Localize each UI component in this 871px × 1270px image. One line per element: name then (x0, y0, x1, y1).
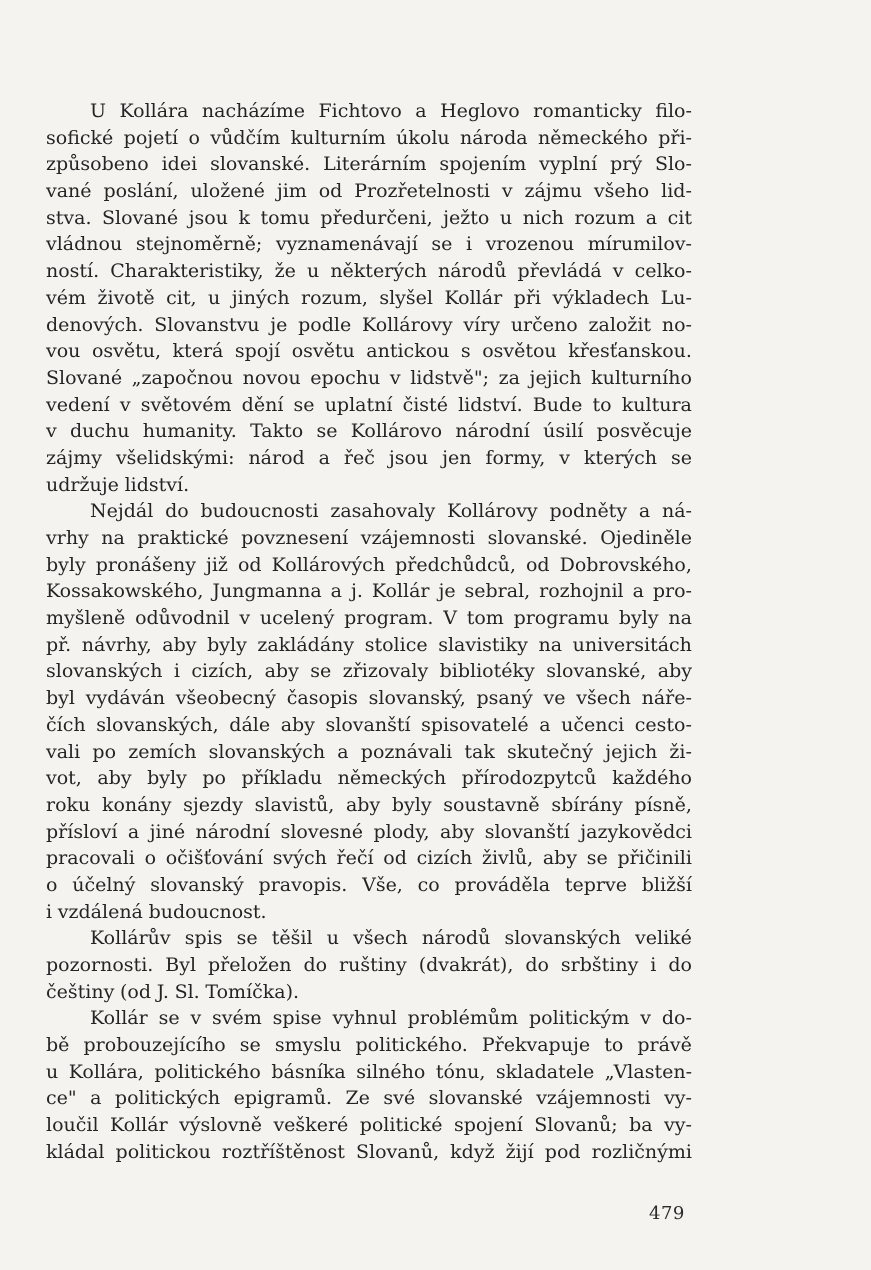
text-line: způsobeno idei slovanské. Literárním spojením vyplní prý Slo- (46, 153, 692, 176)
text-line: byly pronášeny již od Kollárových předchůdců, od Dobrovského, (46, 553, 692, 576)
text-line: zájmy všelidskými: národ a řeč jsou jen formy, v kterých se (46, 446, 692, 469)
text-line: Nejdál do budoucnosti zasahovaly Kollárovy podněty a ná- (90, 500, 692, 523)
text-line: ností. Charakteristiky, že u některých národů převládá v celko- (46, 260, 692, 283)
text-line: Kossakowského, Jungmanna a j. Kollár je sebral, rozhojnil a pro- (46, 580, 692, 603)
text-line: Slované „započnou novou epochu v lidstvě"; za jejich kulturního (46, 366, 692, 389)
text-line: denových. Slovanstvu je podle Kollárovy víry určeno založit no- (46, 313, 692, 336)
text-line: bě probouzejícího se smyslu politického. Překvapuje to právě (46, 1034, 692, 1057)
text-line: slovanských i cizích, aby se zřizovaly bibliotéky slovanské, aby (46, 660, 692, 683)
text-line: češtiny (od J. Sl. Tomíčka). (46, 980, 300, 1003)
text-line: ce" a politických epigramů. Ze své slovanské vzájemnosti vy- (46, 1087, 692, 1110)
text-line: sofické pojetí o vůdčím kulturním úkolu národa německého při- (46, 126, 692, 149)
text-line: vládnou stejnoměrně; vyznamenávají se i vrozenou mírumilov- (46, 233, 692, 256)
text-line: myšleně odůvodnil v ucelený program. V tom programu byly na (46, 607, 692, 630)
text-line: roku konány sjezdy slavistů, aby byly soustavně sbírány písně, (46, 793, 692, 816)
text-line: vém životě cit, u jiných rozum, slyšel Kollár při výkladech Lu- (46, 286, 692, 309)
text-line: vané poslání, uložené jim od Prozřetelnosti v zájmu všeho lid- (46, 180, 692, 203)
text-line: o účelný slovanský pravopis. Vše, co prováděla teprve bližší (46, 873, 692, 896)
text-line: pozornosti. Byl přeložen do ruštiny (dvakrát), do srbštiny i do (46, 954, 692, 976)
text-line: i vzdálená budoucnost. (46, 900, 267, 923)
text-line: kládal politickou roztříštěnost Slovanů, když žijí pod rozličnými (46, 1140, 692, 1163)
text-line: udržuje lidství. (46, 473, 190, 496)
text-line: vali po zemích slovanských a poznávali tak skutečný jejich ži- (46, 740, 692, 763)
text-line: stva. Slované jsou k tomu předurčeni, ježto u nich rozum a cit (46, 206, 692, 229)
text-line: vrhy na praktické povznesení vzájemnosti slovanské. Ojediněle (46, 527, 692, 549)
text-line: Kollárův spis se těšil u všech národů slovanských veliké (90, 927, 692, 950)
text-line: vot, aby byly po příkladu německých přírodozpytců každého (46, 767, 692, 790)
text-line: čích slovanských, dále aby slovanští spisovatelé a učenci cesto- (46, 713, 692, 736)
text-line: pracovali o očišťování svých řečí od cizích živlů, aby se přičinili (46, 847, 692, 870)
text-line: př. návrhy, aby byly zakládány stolice slavistiky na universitách (46, 633, 692, 656)
text-line: Kollár se v svém spise vyhnul problémům politickým v do- (90, 1007, 692, 1030)
text-line: v duchu humanity. Takto se Kollárovo národní úsilí posvěcuje (46, 420, 692, 443)
text-line: U Kollára nacházíme Fichtovo a Heglovo romanticky filo- (90, 100, 692, 122)
text-line: vou osvětu, která spojí osvětu antickou s osvětou křesťanskou. (46, 340, 692, 363)
text-line: vedení v světovém dění se uplatní čisté lidství. Bude to kultura (46, 393, 692, 416)
body-text (46, 98, 692, 1166)
text-line: byl vydáván všeobecný časopis slovanský, psaný ve všech náře- (46, 687, 692, 710)
text-line: u Kollára, politického básníka silného tónu, skladatele „Vlasten- (46, 1060, 692, 1083)
text-line: loučil Kollár výslovně veškeré politické spojení Slovanů; ba vy- (46, 1114, 692, 1137)
page-number: 479 (649, 1203, 685, 1224)
text-line: přísloví a jiné národní slovesné plody, aby slovanští jazykovědci (46, 820, 692, 843)
